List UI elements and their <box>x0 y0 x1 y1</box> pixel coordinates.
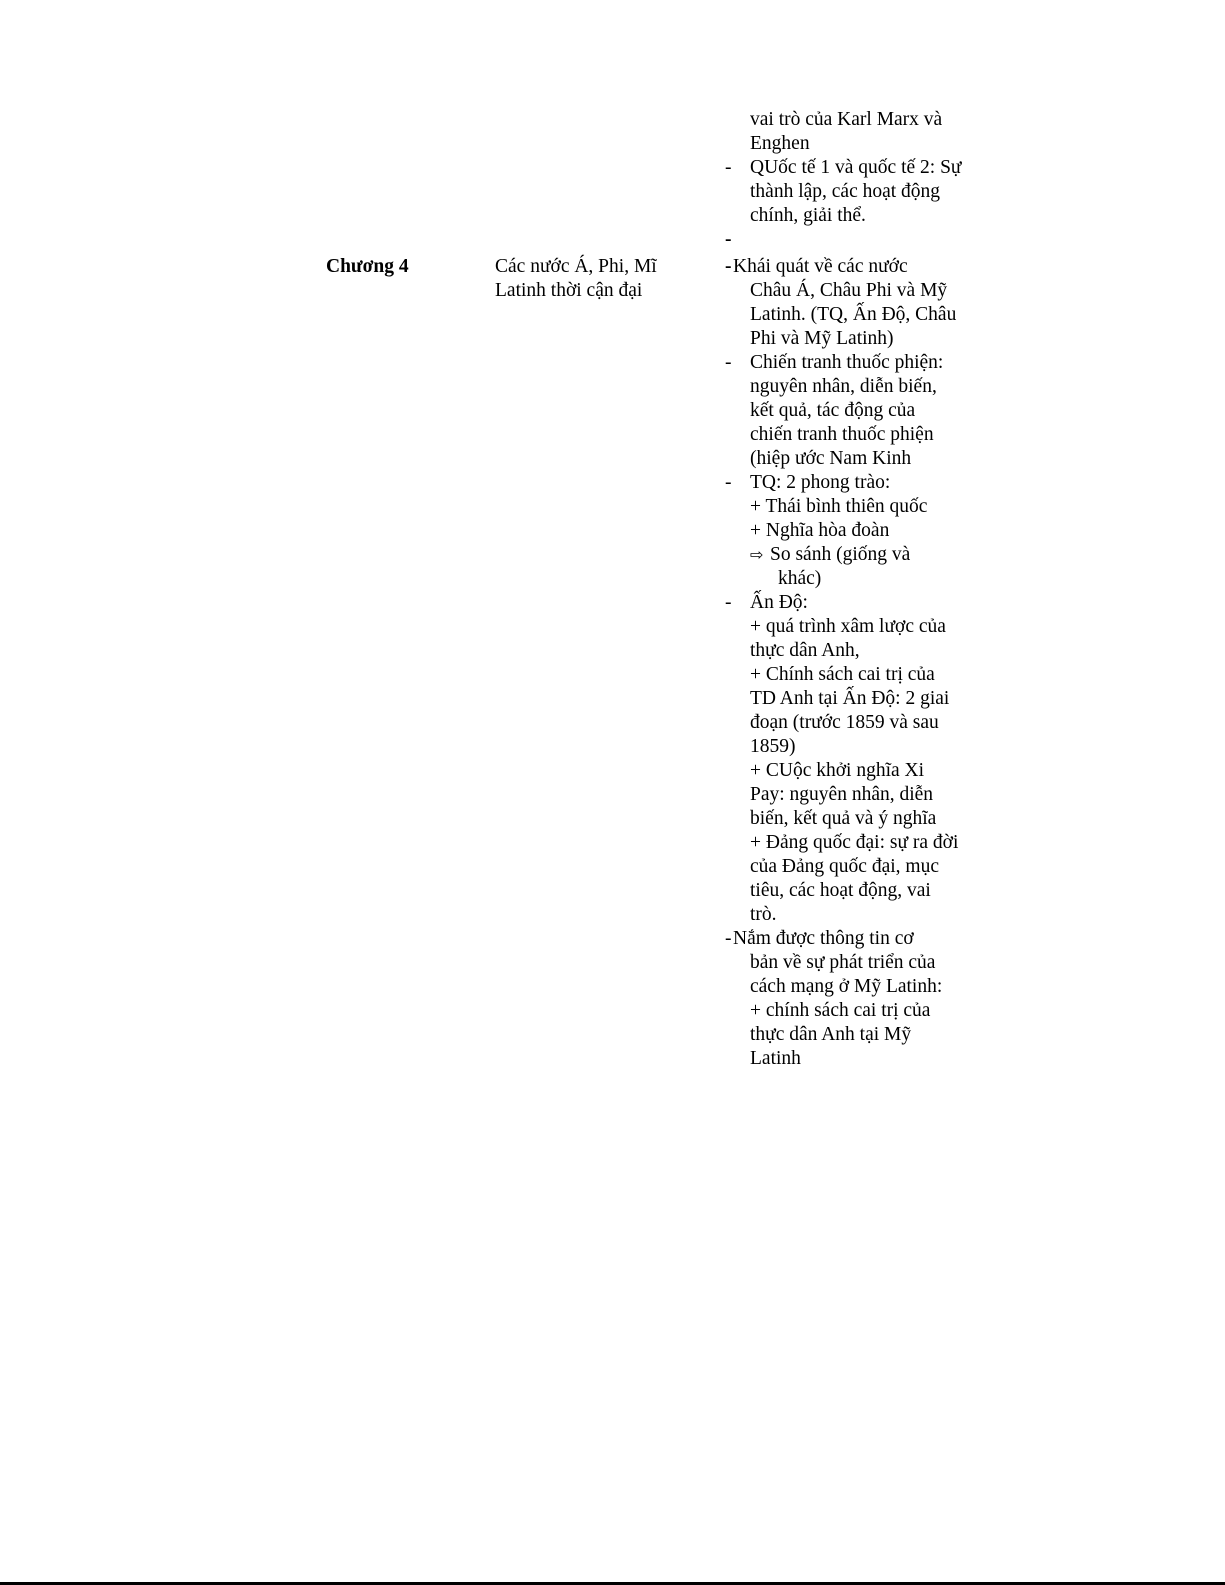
empty-bullet: - <box>725 229 732 250</box>
list-item-line: thực dân Anh, <box>750 640 860 661</box>
list-item-line: + Chính sách cai trị của <box>750 664 935 685</box>
list-item-line: trò. <box>750 904 777 925</box>
list-item-line: chính, giải thể. <box>750 205 866 226</box>
list-item-line: Ấn Độ: <box>750 592 808 613</box>
list-item-line: + chính sách cai trị của <box>750 1000 931 1021</box>
list-item-line: Latinh <box>750 1048 801 1069</box>
list-item-line: Châu Á, Châu Phi và Mỹ <box>750 280 948 301</box>
list-item-line: + quá trình xâm lược của <box>750 616 946 637</box>
list-bullet: - <box>725 472 732 493</box>
list-item-line: thực dân Anh tại Mỹ <box>750 1024 912 1045</box>
continuation-line: vai trò của Karl Marx và <box>750 109 943 130</box>
list-bullet: - <box>725 256 732 277</box>
list-bullet: - <box>725 157 732 178</box>
list-item-line: + Nghĩa hòa đoàn <box>750 520 890 541</box>
list-bullet: - <box>725 592 732 613</box>
topic-line: Latinh thời cận đại <box>495 280 643 301</box>
topic-line: Các nước Á, Phi, Mĩ <box>495 256 657 277</box>
list-bullet: - <box>725 352 732 373</box>
list-bullet: - <box>725 928 732 949</box>
list-item-line: + CUộc khởi nghĩa Xi <box>750 760 925 781</box>
list-item-line: đoạn (trước 1859 và sau <box>750 712 939 733</box>
list-item-line: QUốc tế 1 và quốc tế 2: Sự <box>750 157 962 178</box>
list-item-line: Chiến tranh thuốc phiện: <box>750 352 944 373</box>
chapter-label: Chương 4 <box>326 256 409 277</box>
list-item-line: thành lập, các hoạt động <box>750 181 941 202</box>
list-item-line: tiêu, các hoạt động, vai <box>750 880 931 901</box>
list-item-line: Latinh. (TQ, Ấn Độ, Châu <box>750 304 957 325</box>
list-item-line: nguyên nhân, diễn biến, <box>750 376 937 397</box>
list-item-line: So sánh (giống và <box>770 544 911 565</box>
list-item-line: 1859) <box>750 736 796 757</box>
list-item-line: Phi và Mỹ Latinh) <box>750 328 894 349</box>
list-item-line: Pay: nguyên nhân, diễn <box>750 784 934 805</box>
list-item-line: cách mạng ở Mỹ Latinh: <box>750 976 943 997</box>
list-item-line: + Thái bình thiên quốc <box>750 496 928 517</box>
list-item-line: của Đảng quốc đại, mục <box>750 856 939 877</box>
list-item-line: chiến tranh thuốc phiện <box>750 424 934 445</box>
list-item-line: TQ: 2 phong trào: <box>750 472 891 493</box>
list-item-line: Nắm được thông tin cơ <box>733 928 914 949</box>
continuation-line: Enghen <box>750 133 810 154</box>
list-item-line: + Đảng quốc đại: sự ra đời <box>750 832 959 853</box>
list-item-line: bản về sự phát triển của <box>750 952 936 973</box>
list-item-line: kết quả, tác động của <box>750 400 916 421</box>
list-item-line: Khái quát về các nước <box>733 256 908 277</box>
list-item-line: TD Anh tại Ấn Độ: 2 giai <box>750 688 950 709</box>
list-item-line: biến, kết quả và ý nghĩa <box>750 808 937 829</box>
list-item-line: (hiệp ước Nam Kinh <box>750 448 912 469</box>
arrow-icon: ⇨ <box>750 545 764 564</box>
list-item-line: khác) <box>778 568 822 589</box>
